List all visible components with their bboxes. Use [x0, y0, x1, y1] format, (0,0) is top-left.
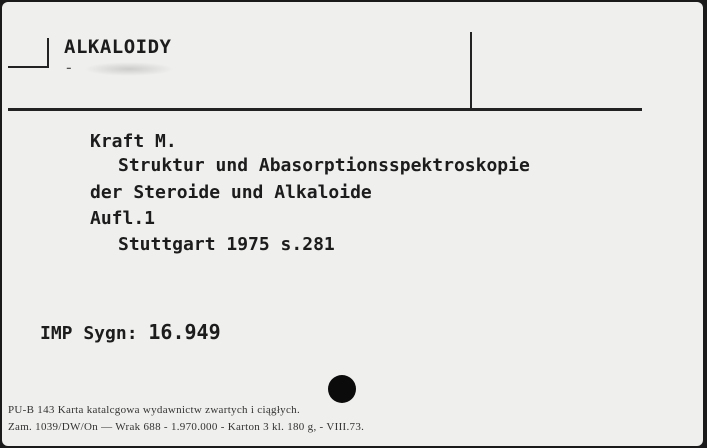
imprint-line: Stuttgart 1975 s.281 [118, 234, 335, 255]
signature-line [40, 320, 221, 344]
signature-value: 16.949 [148, 320, 221, 344]
edition-line: Aufl.1 [90, 208, 156, 229]
subheading-marker: - [64, 58, 74, 77]
subject-heading: ALKALOIDY [64, 36, 172, 58]
author-line: Kraft M. [90, 131, 177, 152]
punch-hole [328, 375, 356, 403]
signature-label: IMP Sygn: [40, 323, 138, 344]
title-line-1: Struktur und Abasorptionsspektroskopie [118, 155, 530, 176]
title-line-2: der Steroide und Alkaloide [90, 182, 372, 203]
catalog-card [2, 2, 703, 446]
ink-smudge [84, 62, 174, 76]
footer-line-2: Zam. 1039/DW/On — Wrak 688 - 1.970.000 - Karton 3 kl. 180 g, - VIII.73. [8, 421, 365, 433]
frame-line [470, 32, 472, 110]
frame-line [47, 38, 49, 68]
frame-line [8, 66, 48, 68]
heading-divider [8, 108, 642, 111]
footer-line-1: PU-B 143 Karta katalcgowa wydawnictw zwartych i ciągłych. [8, 404, 301, 416]
